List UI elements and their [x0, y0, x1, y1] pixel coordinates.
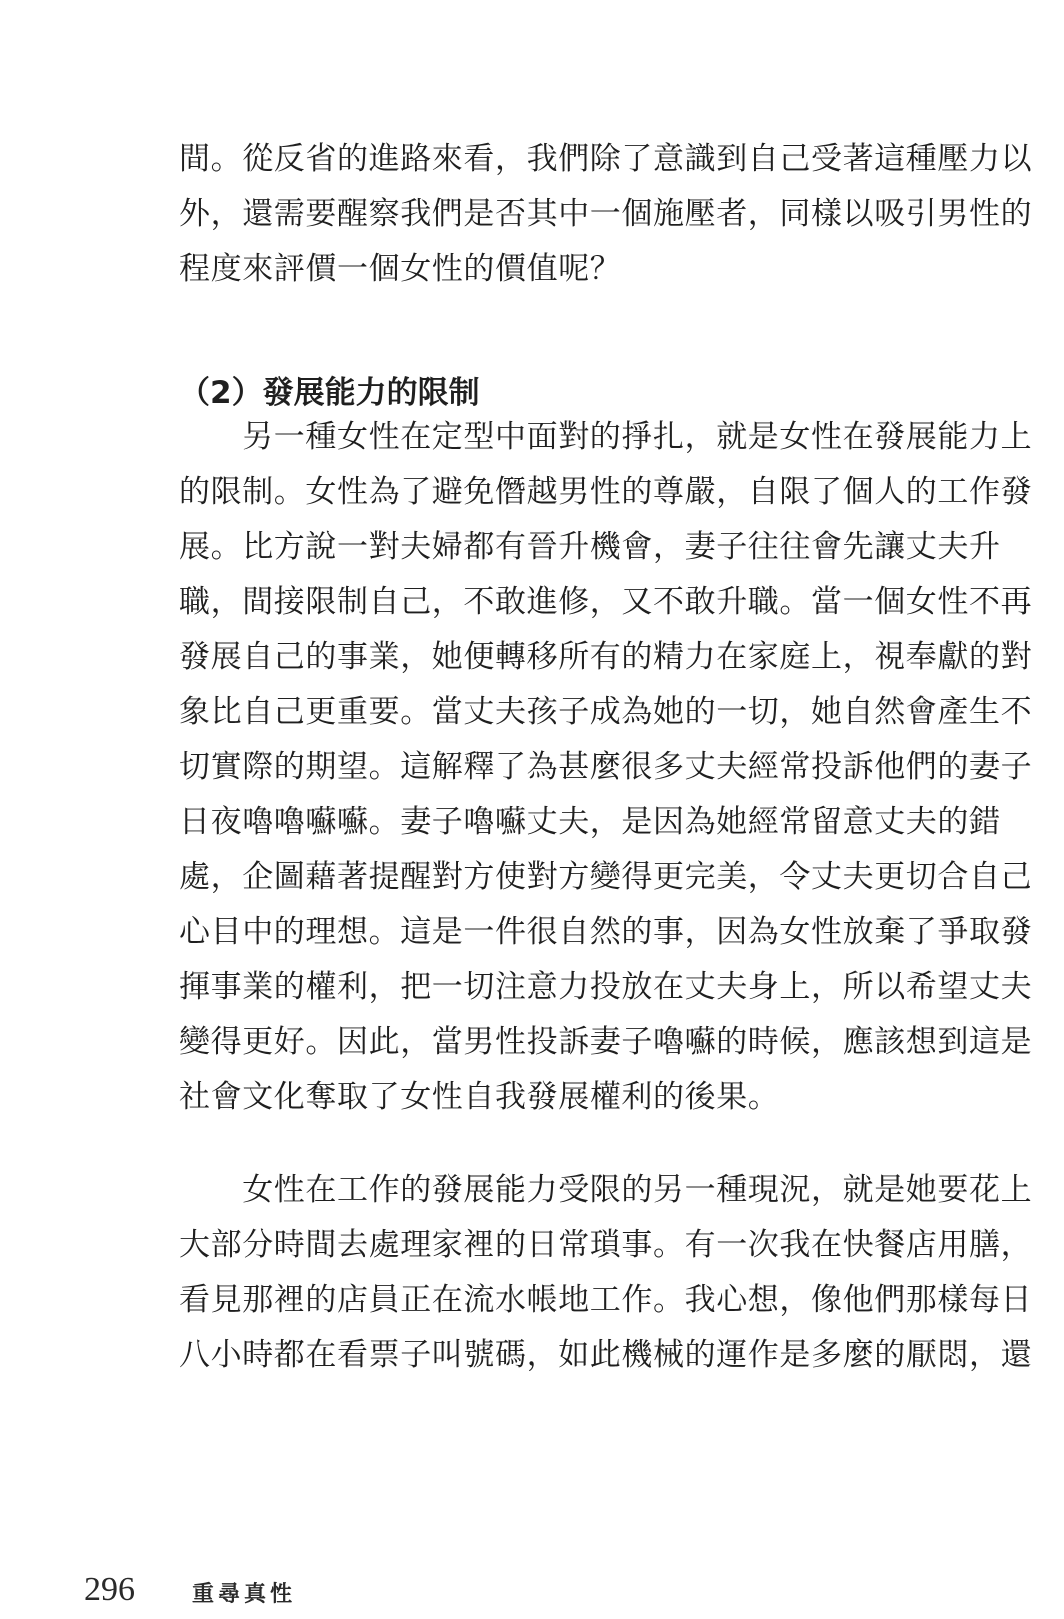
paragraph-line: 揮事業的權利，把一切注意力投放在丈夫身上，所以希望丈夫 — [179, 969, 1033, 1005]
paragraph-line: 大部分時間去處理家裡的日常瑣事。有一次我在快餐店用膳， — [179, 1227, 1033, 1263]
paragraph-line: 日夜嚕嚕囌囌。妻子嚕囌丈夫，是因為她經常留意丈夫的錯 — [179, 804, 1001, 840]
book-title: 重尋真性 — [192, 1582, 297, 1607]
paragraph-line: 外，還需要醒察我們是否其中一個施壓者，同樣以吸引男性的 — [179, 196, 1033, 232]
paragraph-line: 看見那裡的店員正在流水帳地工作。我心想，像他們那樣每日 — [179, 1282, 1033, 1318]
paragraph-line: 女性在工作的發展能力受限的另一種現況，就是她要花上 — [179, 1172, 1033, 1208]
paragraph-line: 象比自己更重要。當丈夫孩子成為她的一切，她自然會產生不 — [179, 694, 1033, 730]
paragraph-line: 八小時都在看票子叫號碼，如此機械的運作是多麼的厭悶，還 — [179, 1337, 1033, 1373]
paragraph-line: 變得更好。因此，當男性投訴妻子嚕囌的時候，應該想到這是 — [179, 1024, 1033, 1060]
paragraph-line: 社會文化奪取了女性自我發展權利的後果。 — [179, 1079, 780, 1115]
paragraph-line: 處，企圖藉著提醒對方使對方變得更完美，令丈夫更切合自己 — [179, 859, 1033, 895]
paragraph-line: 間。從反省的進路來看，我們除了意識到自己受著這種壓力以 — [179, 141, 1033, 177]
paragraph-line: 程度來評價一個女性的價值呢？ — [179, 251, 622, 287]
paragraph-line: 另一種女性在定型中面對的掙扎，就是女性在發展能力上 — [179, 419, 1033, 455]
paragraph-line: 發展自己的事業，她便轉移所有的精力在家庭上，視奉獻的對 — [179, 639, 1033, 675]
paragraph-line: 展。比方說一對夫婦都有晉升機會，妻子往往會先讓丈夫升 — [179, 529, 1001, 565]
paragraph-line: 職，間接限制自己，不敢進修，又不敢升職。當一個女性不再 — [179, 584, 1033, 620]
page-number: 296 — [84, 1571, 135, 1608]
section-heading: （2）發展能力的限制 — [179, 375, 480, 411]
paragraph-line: 的限制。女性為了避免僭越男性的尊嚴，自限了個人的工作發 — [179, 474, 1033, 510]
paragraph-2 — [179, 410, 1033, 1125]
paragraph-1 — [179, 132, 1033, 297]
paragraph-line: 切實際的期望。這解釋了為甚麼很多丈夫經常投訴他們的妻子 — [179, 749, 1033, 785]
paragraph-3 — [179, 1163, 1033, 1383]
paragraph-line: 心目中的理想。這是一件很自然的事，因為女性放棄了爭取發 — [179, 914, 1033, 950]
